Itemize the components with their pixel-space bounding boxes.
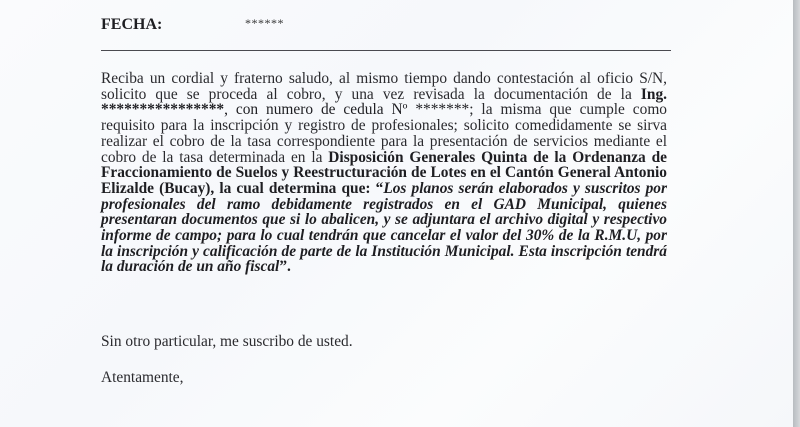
intro-text-2: ; la misma que cumple como requisito para la inscripción y registro de profesionales; solicito comedidamente se sirva realizar el cobro de la tasa correspondiente para la presentación de servicios mediante el cobro de la tasa determinada en la (101, 101, 667, 166)
quote-close: ”. (279, 258, 291, 276)
closing-line: Sin otro particular, me suscribo de usted. (101, 333, 353, 350)
ordinance-reference: Disposición Generales Quinta de la Ordenanza de Fraccionamiento de Suelos y Reestructuración de Lotes en el Cantón General Antonio Elizalde (Bucay), la cual determina que: “ (101, 148, 667, 197)
salutation: Atentamente, (101, 369, 184, 386)
header-divider (101, 50, 671, 51)
date-value: ****** (245, 16, 284, 30)
cedula-separator: , con numero de cedula Nº (224, 101, 416, 119)
intro-text-1: Reciba un cordial y fraterno saludo, al mismo tiempo dando contestación al oficio S/N, solicito que se proceda al cobro, y una vez revisada la documentación de la (101, 70, 667, 103)
date-header (101, 14, 284, 34)
body-paragraph (101, 71, 667, 275)
scanner-edge-shadow (793, 0, 800, 427)
ordinance-quote: Los planos serán elaborados y suscritos por profesionales del ramo debidamente registrados en el GAD Municipal, quienes presentaran documentos que si lo abalicen, y se adjuntara el archivo digital y respectivo informe de campo; para lo cual tendrán que cancelar el valor del 30% de la R.M.U, por la inscripción y calificación de parte de la Institución Municipal. Esta inscripción tendrá la duración de un año fiscal (101, 179, 667, 276)
cedula-number: ******* (415, 101, 470, 119)
date-label: FECHA: (101, 16, 163, 33)
engineer-name: Ing. **************** (101, 85, 667, 119)
